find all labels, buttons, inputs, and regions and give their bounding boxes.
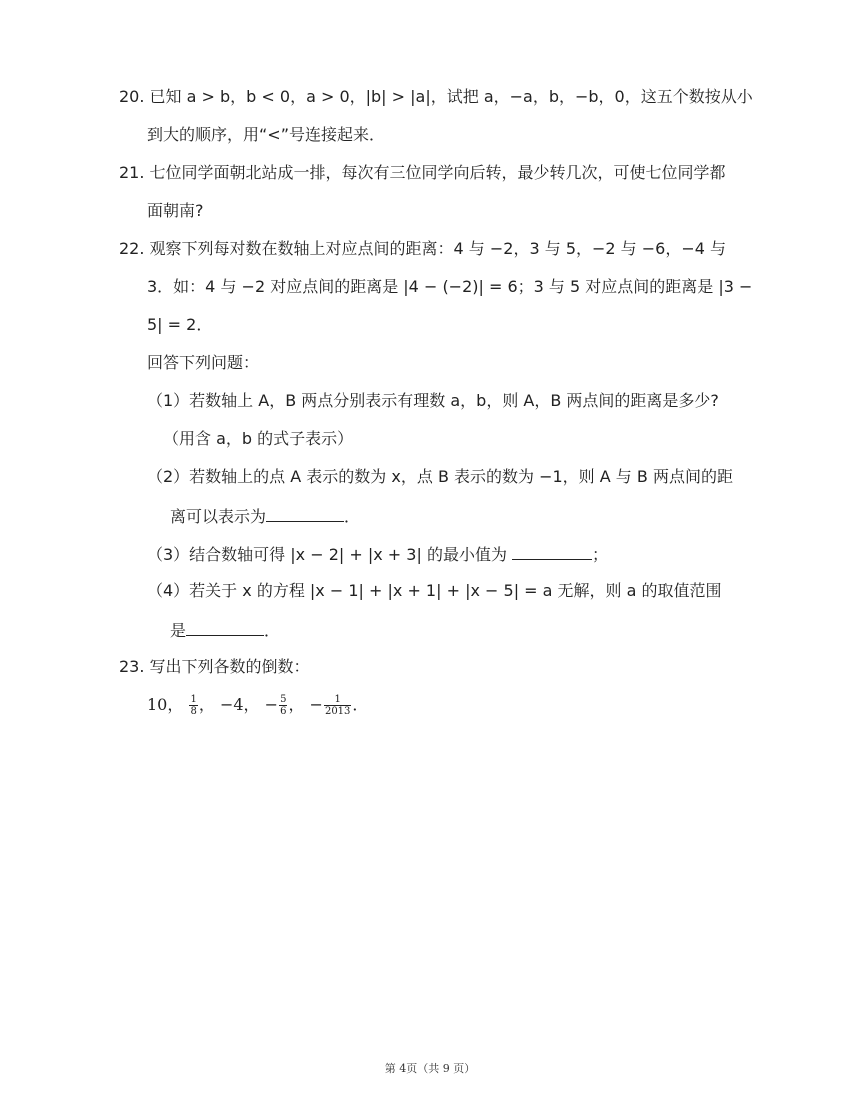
- number-ten: 10: [147, 695, 168, 714]
- page-footer: 第 4页（共 9 页）: [384, 1062, 476, 1075]
- q22-part2-line-1: （2）若数轴上的点 A 表示的数为 x，点 B 表示的数为 −1，则 A 与 B 两点间的距: [147, 467, 733, 486]
- number-minus-four: −4: [219, 695, 244, 714]
- fraction-numerator: 1: [190, 694, 197, 705]
- separator: ，: [198, 695, 215, 714]
- q23-title: 23. 写出下列各数的倒数：: [119, 657, 310, 676]
- answer-blank-part3[interactable]: [512, 543, 592, 560]
- q22-part1-line-2: （用含 a，b 的式子表示）: [163, 429, 354, 448]
- q22-part3-line: [147, 543, 608, 565]
- q22-line-2: 3．如：4 与 −2 对应点间的距离是 |4 − (−2)| = 6；3 与 5 对应点间的距离是 |3 −: [147, 277, 753, 296]
- minus-sign: −: [264, 695, 279, 714]
- fraction-one-eighth: [189, 694, 197, 717]
- fraction-one-over-2013: [324, 694, 351, 717]
- q21-line-1: 21. 七位同学面朝北站成一排，每次有三位同学向后转，最少转几次，可使七位同学都: [119, 163, 726, 182]
- fraction-numerator: 5: [280, 694, 287, 705]
- answer-blank-part2[interactable]: [266, 505, 344, 522]
- fraction-denominator: 6: [280, 706, 287, 717]
- q20-line-1: 20. 已知 a > b，b < 0，a > 0，|b| > |a|，试把 a，−a，b，−b，0，这五个数按从小: [119, 87, 753, 106]
- separator: ，: [288, 695, 305, 714]
- separator: ，: [243, 695, 260, 714]
- q23-numbers: [147, 690, 368, 720]
- period: ．: [352, 695, 369, 714]
- q21-line-2: 面朝南?: [147, 201, 204, 220]
- fraction-numerator: 1: [324, 694, 351, 706]
- fraction-five-sixths: [279, 694, 287, 717]
- q22-line-1: 22. 观察下列每对数在数轴上对应点间的距离：4 与 −2，3 与 5，−2 与 −6，−4 与: [119, 239, 727, 258]
- q22-intro: 回答下列问题：: [147, 353, 260, 372]
- q20-line-2: 到大的顺序，用“<”号连接起来．: [147, 125, 385, 144]
- q22-part4-end: ．: [264, 621, 281, 640]
- q22-part3-text: （3）结合数轴可得 |x − 2| + |x + 3| 的最小值为: [147, 545, 507, 564]
- q22-part3-end: ；: [592, 545, 609, 564]
- minus-sign: −: [309, 695, 323, 714]
- q22-part2-text: 离可以表示为: [170, 507, 267, 526]
- fraction-denominator: 8: [190, 706, 197, 717]
- fraction-denominator: 2013: [324, 706, 351, 717]
- q22-part4-line-2: [170, 619, 280, 641]
- q22-part1-line-1: （1）若数轴上 A，B 两点分别表示有理数 a，b，则 A，B 两点间的距离是多少?: [147, 391, 719, 410]
- q22-line-3: 5| = 2．: [147, 315, 213, 334]
- q22-part2-line-2: [170, 505, 360, 527]
- separator: ，: [167, 695, 184, 714]
- q22-part4-text: 是: [170, 621, 187, 640]
- answer-blank-part4[interactable]: [186, 619, 264, 636]
- q22-part2-end: ．: [344, 507, 361, 526]
- q22-part4-line-1: （4）若关于 x 的方程 |x − 1| + |x + 1| + |x − 5| = a 无解，则 a 的取值范围: [147, 581, 722, 600]
